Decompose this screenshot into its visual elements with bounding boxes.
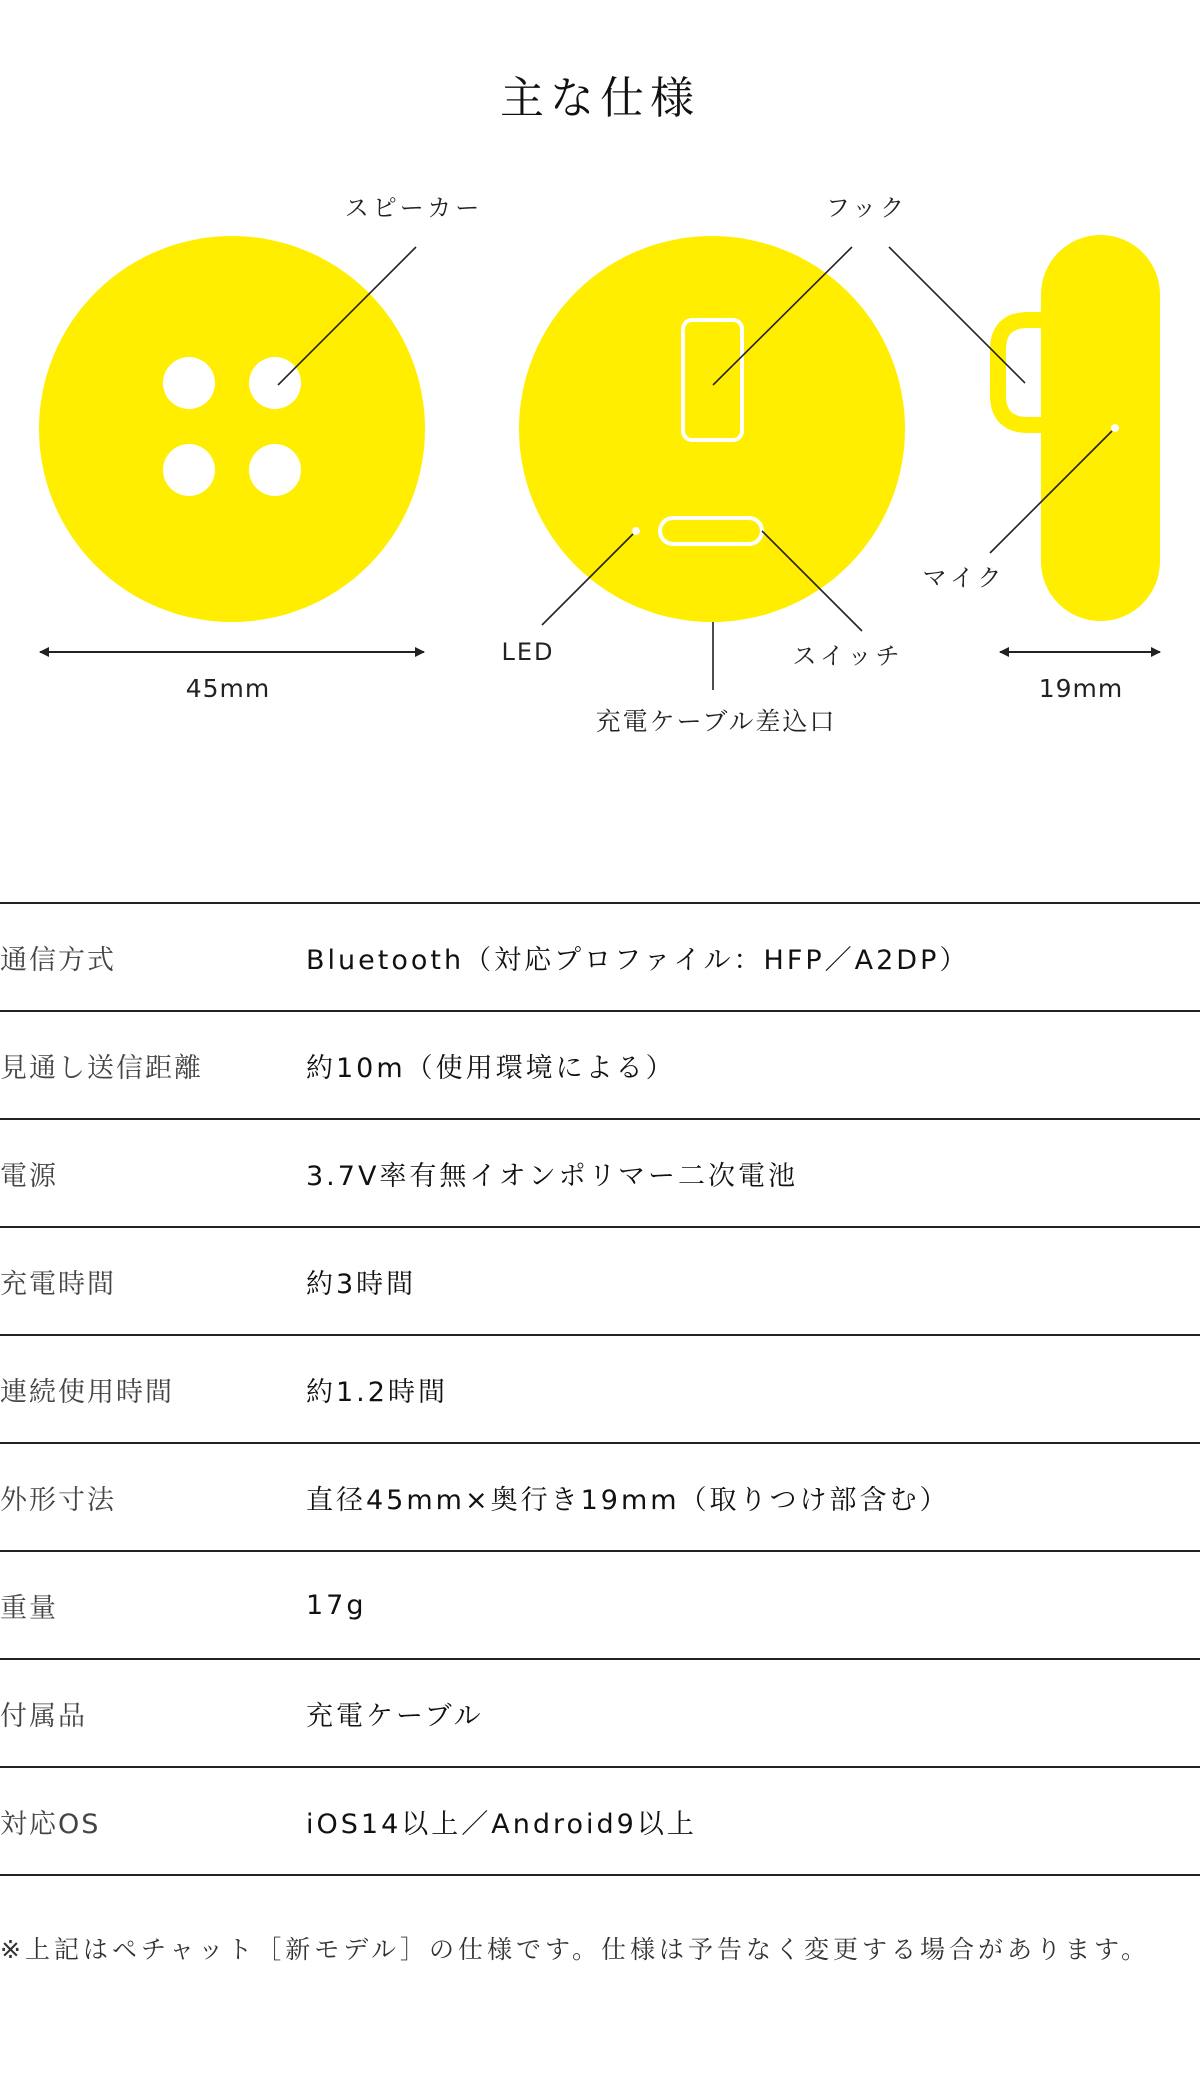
side-view [889, 235, 1160, 703]
spec-value: 充電ケーブル [306, 1700, 484, 1732]
mic-dot [1111, 424, 1119, 432]
spec-row [0, 1660, 1200, 1768]
spec-label: 外形寸法 [0, 1484, 116, 1516]
spec-table [0, 902, 1200, 1876]
spec-row [0, 1768, 1200, 1876]
spec-row [0, 1552, 1200, 1660]
speaker-hole-1 [163, 357, 215, 409]
led-dot [632, 527, 640, 535]
back-button-body [519, 236, 905, 622]
spec-value: iOS14以上／Android9以上 [306, 1808, 697, 1840]
spec-label: 充電時間 [0, 1268, 116, 1300]
spec-value: Bluetooth（対応プロファイル：HFP／A2DP） [306, 944, 970, 976]
switch-label: スイッチ [792, 642, 904, 670]
product-diagram [0, 0, 1200, 760]
port-label: 充電ケーブル差込口 [595, 707, 837, 736]
mic-label: マイク [922, 564, 1006, 592]
speaker-hole-3 [163, 444, 215, 496]
front-view [39, 194, 483, 703]
speaker-hole-2 [249, 357, 301, 409]
spec-row [0, 1444, 1200, 1552]
spec-value: 直径45mm×奥行き19mm（取りつけ部含む） [306, 1484, 950, 1516]
front-button-body [39, 236, 425, 622]
page-title: 主な仕様 [500, 73, 700, 124]
hook-side-leader-line [889, 247, 1025, 383]
hook-label: フック [825, 194, 909, 222]
spec-label: 見通し送信距離 [0, 1052, 203, 1084]
spec-label: 通信方式 [0, 944, 116, 976]
width-label: 45mm [185, 674, 271, 703]
spec-row [0, 1228, 1200, 1336]
back-view [501, 194, 908, 736]
spec-value: 3.7V率有無イオンポリマー二次電池 [306, 1160, 799, 1192]
spec-row [0, 1120, 1200, 1228]
spec-label: 重量 [0, 1592, 58, 1624]
depth-label: 19mm [1038, 674, 1124, 703]
speaker-hole-4 [249, 444, 301, 496]
spec-value: 約10m（使用環境による） [306, 1052, 676, 1084]
spec-label: 対応OS [0, 1808, 101, 1840]
spec-row [0, 1012, 1200, 1120]
spec-value: 約3時間 [306, 1268, 417, 1300]
spec-value: 17g [306, 1589, 367, 1621]
speaker-label: スピーカー [344, 194, 484, 222]
spec-row [0, 1336, 1200, 1444]
spec-label: 付属品 [0, 1700, 87, 1732]
footnote: ※上記はペチャット［新モデル］の仕様です。仕様は予告なく変更する場合があります。 [0, 1935, 1150, 1964]
spec-row [0, 904, 1200, 1012]
spec-value: 約1.2時間 [306, 1376, 448, 1408]
side-hook [998, 320, 1044, 425]
spec-label: 連続使用時間 [0, 1376, 174, 1408]
spec-label: 電源 [0, 1160, 58, 1192]
side-button-body [1041, 235, 1160, 621]
led-label: LED [501, 638, 555, 666]
